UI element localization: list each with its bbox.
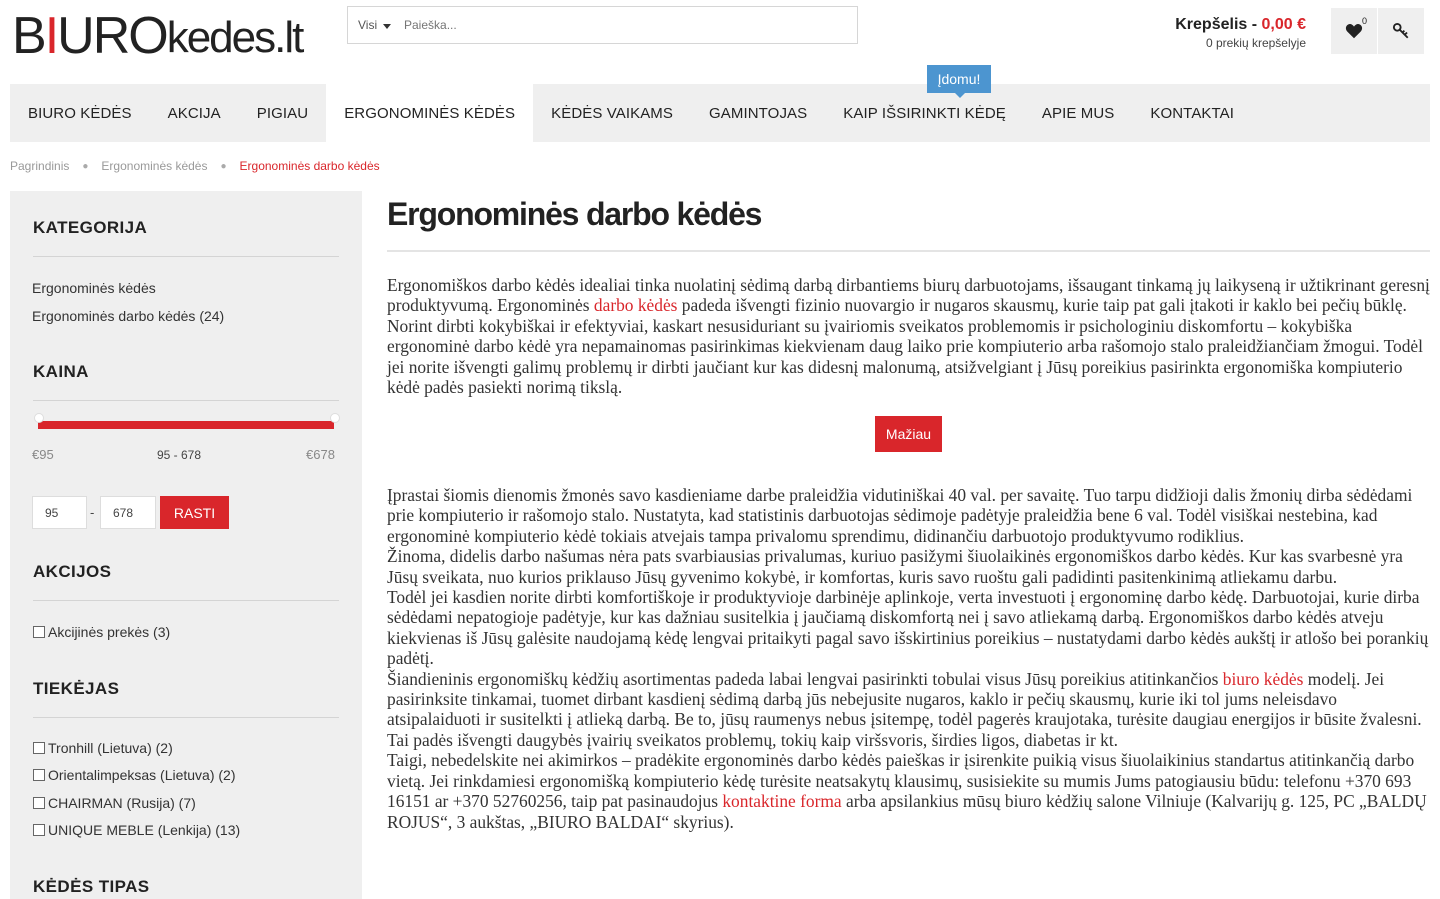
price-min-label: €95 xyxy=(32,447,54,462)
checkbox-label: UNIQUE MEBLE (Lenkija) (13) xyxy=(48,822,241,838)
price-dash: - xyxy=(90,505,95,520)
supplier-checkbox[interactable] xyxy=(33,795,196,811)
search-category-label: Visi xyxy=(358,18,378,32)
divider xyxy=(33,400,339,401)
nav-item-biuro-kedes[interactable]: BIURO KĖDĖS xyxy=(28,104,132,122)
login-button[interactable] xyxy=(1378,8,1424,54)
paragraph-text: arba apsilankius mūsų biuro kėdžių salone Vilniuje (Kalvarijų g. 125, PC „BALDŲ ROJUS“, 3 aukštas, „BIURO BALDAI“ skyrius). xyxy=(387,791,1427,832)
breadcrumb-separator-icon: ● xyxy=(82,160,89,172)
nav-item-gamintojas[interactable]: GAMINTOJAS xyxy=(709,104,808,122)
nav-item-apie-mus[interactable]: APIE MUS xyxy=(1041,104,1115,122)
intro-text: padeda išvengti fizinio nuovargio ir nugaros skausmų, kurie taip pat gali įtakoti ir kaklo bei pečių būklę. Norint dirbti kokybiškai ir efektyviai, kaskart nesusiduriant su įvairiomis sveikatos problemomis ir psichologiniu diskomfortu – kokybiška ergonominė darbo kėdė yra nepamainomas pasirinkimas kiekvienam daug laiko prie kompiuterio arba rašomojo stalo praleidžiančiam žmogui. Todėl jei norite išvengti galimų problemų ir dirbti jaučiant kur kas didesnį malonumą, atsižvelgiant į Jūsų poreikius pasirinkta ergonomiška kompiuterio kėdė padės pasiekti norimą tikslą. xyxy=(387,295,1423,398)
checkbox-label: CHAIRMAN (Rusija) (7) xyxy=(48,795,196,811)
price-range-label: 95 - 678 xyxy=(157,448,202,462)
price-slider-min-handle[interactable] xyxy=(34,413,44,423)
cart-price: 0,00 € xyxy=(1261,16,1306,33)
checkbox-icon xyxy=(33,626,45,638)
nav-item-pigiau[interactable]: PIGIAU xyxy=(256,104,309,122)
wishlist-count: 0 xyxy=(1361,16,1367,26)
logo-letters-uro: URO xyxy=(57,7,167,65)
search-input[interactable] xyxy=(404,10,824,40)
cart-summary[interactable] xyxy=(1175,16,1306,50)
logo-domain: kedes.lt xyxy=(166,13,303,62)
nav-item-kontaktai[interactable]: KONTAKTAI xyxy=(1150,104,1235,122)
contact-form-link[interactable]: kontaktine forma xyxy=(722,791,842,812)
nav-item-ergonomines-kedes[interactable]: ERGONOMINĖS KĖDĖS xyxy=(326,84,533,142)
nav-item-kaip-issirinkti[interactable]: KAIP IŠSIRINKTI KĖDĘ xyxy=(843,104,1006,122)
site-logo[interactable] xyxy=(12,6,303,65)
biuro-kedes-link[interactable]: biuro kėdės xyxy=(1222,668,1304,689)
logo-letter-i: I xyxy=(44,7,58,65)
price-slider-track[interactable] xyxy=(38,421,334,429)
promo-checkbox[interactable] xyxy=(33,624,170,640)
divider xyxy=(33,256,339,257)
wishlist-button[interactable] xyxy=(1331,8,1377,54)
price-to-input[interactable]: 678 xyxy=(100,496,156,529)
breadcrumb-home[interactable]: Pagrindinis xyxy=(10,159,70,173)
supplier-checkbox[interactable] xyxy=(33,740,173,756)
title-divider xyxy=(387,250,1430,252)
darbo-kedes-link[interactable]: darbo kėdės xyxy=(593,295,678,316)
nav-badge: Įdomu! xyxy=(927,65,991,93)
checkbox-icon xyxy=(33,824,45,836)
nav-item-akcija[interactable]: AKCIJA xyxy=(167,104,221,122)
paragraph-text: Šiandieninis ergonomiškų kėdžių asortimentas padeda labai lengvai pasirinkti tobulai visus Jūsų poreikius atitinkančios xyxy=(387,668,1223,689)
category-link[interactable]: Ergonominės kėdės xyxy=(32,280,156,296)
divider xyxy=(33,600,339,601)
page-title: Ergonominės darbo kėdės xyxy=(387,196,762,232)
checkbox-icon xyxy=(33,742,45,754)
price-from-input[interactable]: 95 xyxy=(32,496,87,529)
category-heading: KATEGORIJA xyxy=(33,218,148,237)
breadcrumb-current: Ergonominės darbo kėdės xyxy=(239,159,380,173)
supplier-checkbox[interactable] xyxy=(33,822,240,838)
checkbox-label: Akcijinės prekės (3) xyxy=(48,624,171,640)
show-less-button[interactable]: Mažiau xyxy=(875,416,942,452)
checkbox-label: Tronhill (Lietuva) (2) xyxy=(48,740,173,756)
key-icon xyxy=(1392,22,1410,40)
find-button[interactable]: RASTI xyxy=(160,496,229,529)
paragraph-text: modelį. Jei pasirinksite tinkamai, tuomet dirbant kasdienį sėdimą darbą jūs nebejusite nugaros, kaklo ir pečių skausmų, kurie iki tol jums neleisdavo atsipalaiduoti ir susitelkti į atlieką darbą. Be to, jūsų raumenys nebus įsitempę, todėl pagerės kraujotaka, turėsite daugiau energijos ir būsite žvalesni. Tai padės išvengti daugybės įvairių sveikatos problemų, tokių kaip viršsvoris, širdies ligos, diabetas ir kt. xyxy=(387,668,1422,750)
heart-icon xyxy=(1345,23,1363,39)
checkbox-icon xyxy=(33,797,45,809)
search-category-select[interactable] xyxy=(348,18,404,32)
divider xyxy=(33,717,339,718)
nav-item-kedes-vaikams[interactable]: KĖDĖS VAIKAMS xyxy=(551,104,674,122)
logo-letter-b: B xyxy=(12,7,45,65)
paragraph-text: Taigi, nebedelskite nei akimirkos – pradėkite ergonominės darbo kėdės paieškas ir įsirenkite puikią visus šiuolaikinius standartus atitinkančią darbo vietą. Jei rinkdamiesi ergonomišką kompiuterio kėdę turėsite neatsakytų klausimų, susisiekite su mumis Jums patogiausiu būdu: telefonu +370 693 16151 ar +370 52760256, taip pat pasinaudojus xyxy=(387,750,1415,812)
promo-heading: AKCIJOS xyxy=(33,562,112,581)
supplier-heading: TIEKĖJAS xyxy=(33,679,120,698)
checkbox-label: Orientalimpeksas (Lietuva) (2) xyxy=(48,767,236,783)
checkbox-icon xyxy=(33,769,45,781)
price-heading: KAINA xyxy=(33,362,89,381)
description-paragraph xyxy=(387,750,1430,832)
breadcrumb-separator-icon: ● xyxy=(220,160,227,172)
sidebar-filters xyxy=(10,191,362,899)
category-link[interactable]: Ergonominės darbo kėdės (24) xyxy=(32,308,225,324)
chair-type-heading: KĖDĖS TIPAS xyxy=(33,877,150,896)
cart-subtitle: 0 prekių krepšelyje xyxy=(1205,36,1306,50)
breadcrumb xyxy=(10,159,380,173)
description-body xyxy=(387,485,1430,832)
description-paragraph: Įprastai šiomis dienomis žmonės savo kasdieniame darbe praleidžia vidutiniškai 40 val. per savaitę. Tuo tarpu didžioji dalis žmonių dirba sėdėdami prie kompiuterio ir rašomojo stalo. Nustatyta, kad statistinis darbuotojas sėdimoje padėtyje praleidžia bene 6 val. Todėl visiškai nestebina, kad ergonominė kompiuterio kėdė tokiais atvejais tampa privalomu sprendimu, didinančiu darbuotojo produktyvumo rodiklius. xyxy=(387,485,1413,546)
intro-text: Ergonomiškos darbo kėdės idealiai tinka nuolatinį sėdimą darbą dirbantiems biurų darbuotojams, išsaugant tinkamą jų laikyseną ir užtikrinant geresnį produktyvumą. Ergonominės xyxy=(387,275,1430,316)
intro-paragraph xyxy=(387,275,1430,397)
supplier-checkbox[interactable] xyxy=(33,767,236,783)
breadcrumb-parent[interactable]: Ergonominės kėdės xyxy=(101,159,208,173)
description-paragraph: Žinoma, didelis darbo našumas nėra pats svarbiausias privalumas, kuriuo pasižymi šiuolaikinės ergonomiškos darbo kėdės. Kur kas svarbesnė yra Jūsų sveikata, nuo kurios priklauso Jūsų gyvenimo kokybė, ir komfortas, kuris savo ruoštu gali padidinti pasitenkinimą atliekamu darbu. xyxy=(387,546,1403,587)
cart-label: Krepšelis - xyxy=(1175,16,1262,33)
caret-down-icon xyxy=(383,24,391,29)
price-slider-max-handle[interactable] xyxy=(330,413,340,423)
description-paragraph: Todėl jei kasdien norite dirbti komfortiškoje ir produktyvioje darbinėje aplinkoje, verta investuoti į ergonominę darbo kėdę. Darbuotojai, kurie dirba sėdėdami nepatogioje padėtyje, kur kas dažniau susitelkia į jaučiamą diskomfortą nei į savo atliekamą darbą. Ergonomiškos darbo kėdės atveju kiekvienas iš Jūsų galėsite naudojamą kėdę lengvai pritaikyti pagal savo išskirtinius poreikius – nustatydami darbo kėdės aukštį ir atlošo bei porankių padėtį. xyxy=(387,587,1429,669)
price-max-label: €678 xyxy=(306,447,335,462)
search-bar xyxy=(347,6,858,44)
main-nav xyxy=(10,84,1430,142)
description-paragraph xyxy=(387,669,1430,751)
